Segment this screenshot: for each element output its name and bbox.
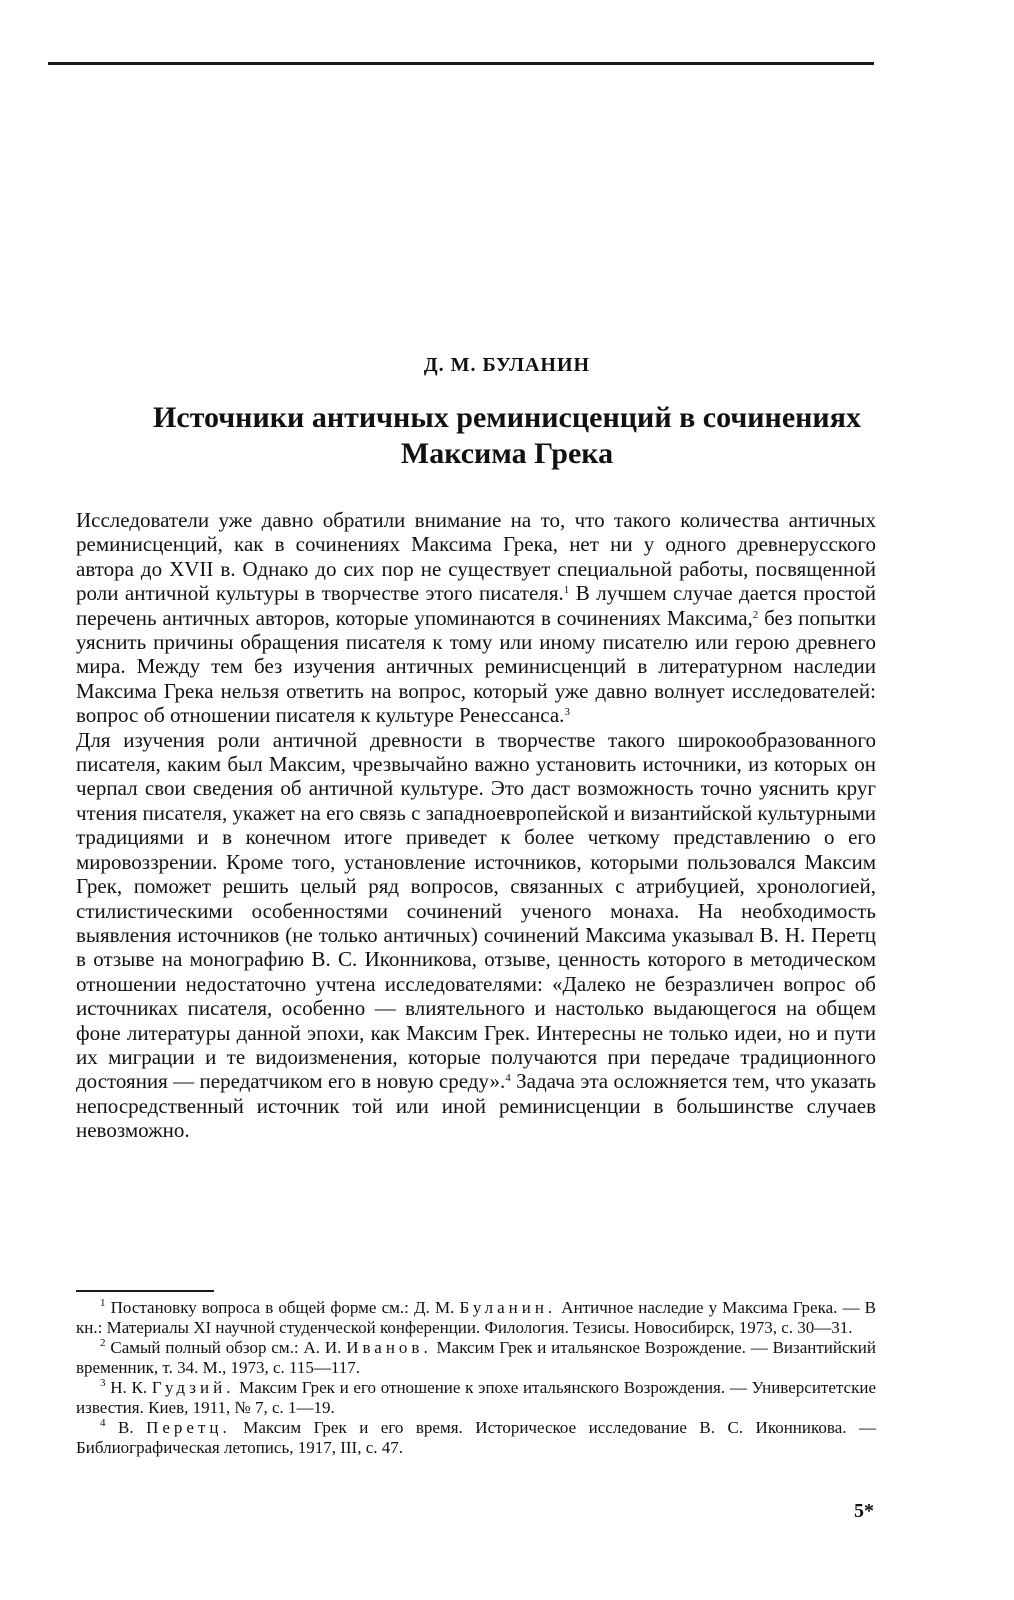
paragraph-2-text-a: Для изучения роли античной древности в творчестве такого широкообразованного писателя, каким был Максим, чрезвычайно важно установить источники, из которых он черпал свои сведения об античной культуре. Это даст возможность точно уяснить круг чтения писателя, укажет на его связь с западноевропейской и византийской культурными традициями и в конечном итоге приведет к более четкому представлению о его мировоззрении. Кроме того, установление источников, которыми пользовался Максим Грек, поможет решить целый ряд вопросов, связанных с атрибуцией, хронологией, стилистическими особенностями сочинений ученого монаха. На необходимость выявления источников (не только античных) сочинений Максима указывал В. Н. Перетц в отзыве на монографию В. С. Иконникова, отзыве, ценность которого в методическом отношении недостаточно учтена исследователями: «Далеко не безразличен вопрос об источниках писателя, особенно — влиятельного и настолько выдающегося на общем фоне литературы данной эпохи, как Максим Грек. Интересны не только идеи, но и пути их миграции и те видоизменения, которые получаются при передаче традиционного достояния — передатчиком его в новую среду». [76,727,876,1094]
footnote-1-pre: Постановку вопроса в общей форме см.: Д. М. [105,1298,460,1317]
footnote-3-author: Гудзий. [151,1378,235,1397]
footnote-rule [76,1290,214,1292]
footnote-4-number: 4 [100,1417,106,1429]
paragraph-1 [76,508,876,728]
footnote-ref-3: 3 [564,706,570,719]
title-line-2: Максима Грека [400,437,614,470]
footnote-1 [76,1298,876,1338]
footnotes [76,1298,876,1458]
footnote-4-pre: В. [105,1418,147,1437]
footnote-3-number: 3 [100,1377,106,1389]
footnote-2-post: Максим Грек и итальянское Возрождение. — Византийский временник, т. 34. М., 1973, с. 115—117. [76,1338,876,1377]
footnote-3-post: Максим Грек и его отношение к эпохе итальянского Возрождения. — Университетские известия. Киев, 1911, № 7, с. 1—19. [76,1378,876,1417]
footnote-2-number: 2 [100,1337,106,1349]
footnote-ref-4: 4 [505,1072,511,1085]
footnote-1-post: Античное наследие у Максима Грека. — В кн.: Материалы XI научной студенческой конференции. Филология. Тезисы. Новосибирск, 1973, с. 30—31. [76,1298,876,1337]
footnote-4-post: Максим Грек и его время. Историческое исследование В. С. Иконникова. — Библиографическая летопись, 1917, III, с. 47. [76,1418,876,1457]
top-rule [48,62,874,65]
footnote-3 [76,1378,876,1418]
footnote-1-number: 1 [100,1297,106,1309]
paragraph-2 [76,728,876,1143]
footnote-1-author: Буланин. [459,1298,557,1317]
footnote-2-author: Иванов. [346,1338,432,1357]
footnote-ref-2: 2 [752,608,759,621]
article-title [60,400,954,472]
author-name: Д. М. БУЛАНИН [423,354,591,376]
article-body [76,508,876,1143]
paragraph-1-text-b: В лучшем случае дается простой перечень античных авторов, которые упоминаются в сочинениях Максима, [76,581,876,630]
paragraph-1-text-c: без попытки уяснить причины обращения писателя к тому или иному писателю или герою древнего мира. Между тем без изучения античных реминисценций в литературном наследии Максима Грека нельзя ответить на вопрос, который уже давно волнует исследователей: вопрос об отношении писателя к культуре Ренессанса. [76,605,876,728]
footnote-4-author: Перетц. [146,1418,231,1437]
footnote-ref-1: 1 [563,584,570,597]
page-number: 5* [854,1500,874,1522]
footnote-2-pre: Самый полный обзор см.: А. И. [105,1338,347,1357]
paragraph-1-text-a: Исследователи уже давно обратили внимание на то, что такого количества античных реминисценций, как в сочинениях Максима Грека, нет ни у одного древнерусского автора до XVII в. Однако до сих пор не существует специальной работы, посвященной роли античной культуры в творчестве этого писателя. [76,508,876,606]
footnote-2 [76,1338,876,1378]
paragraph-2-text-b: Задача эта осложняется тем, что указать непосредственный источник той или иной реминисценции в большинстве случаев невозможно. [76,1069,876,1143]
title-line-1: Источники античных реминисценций в сочинениях [153,401,861,434]
footnote-3-pre: Н. К. [105,1378,152,1397]
footnote-4 [76,1418,876,1458]
